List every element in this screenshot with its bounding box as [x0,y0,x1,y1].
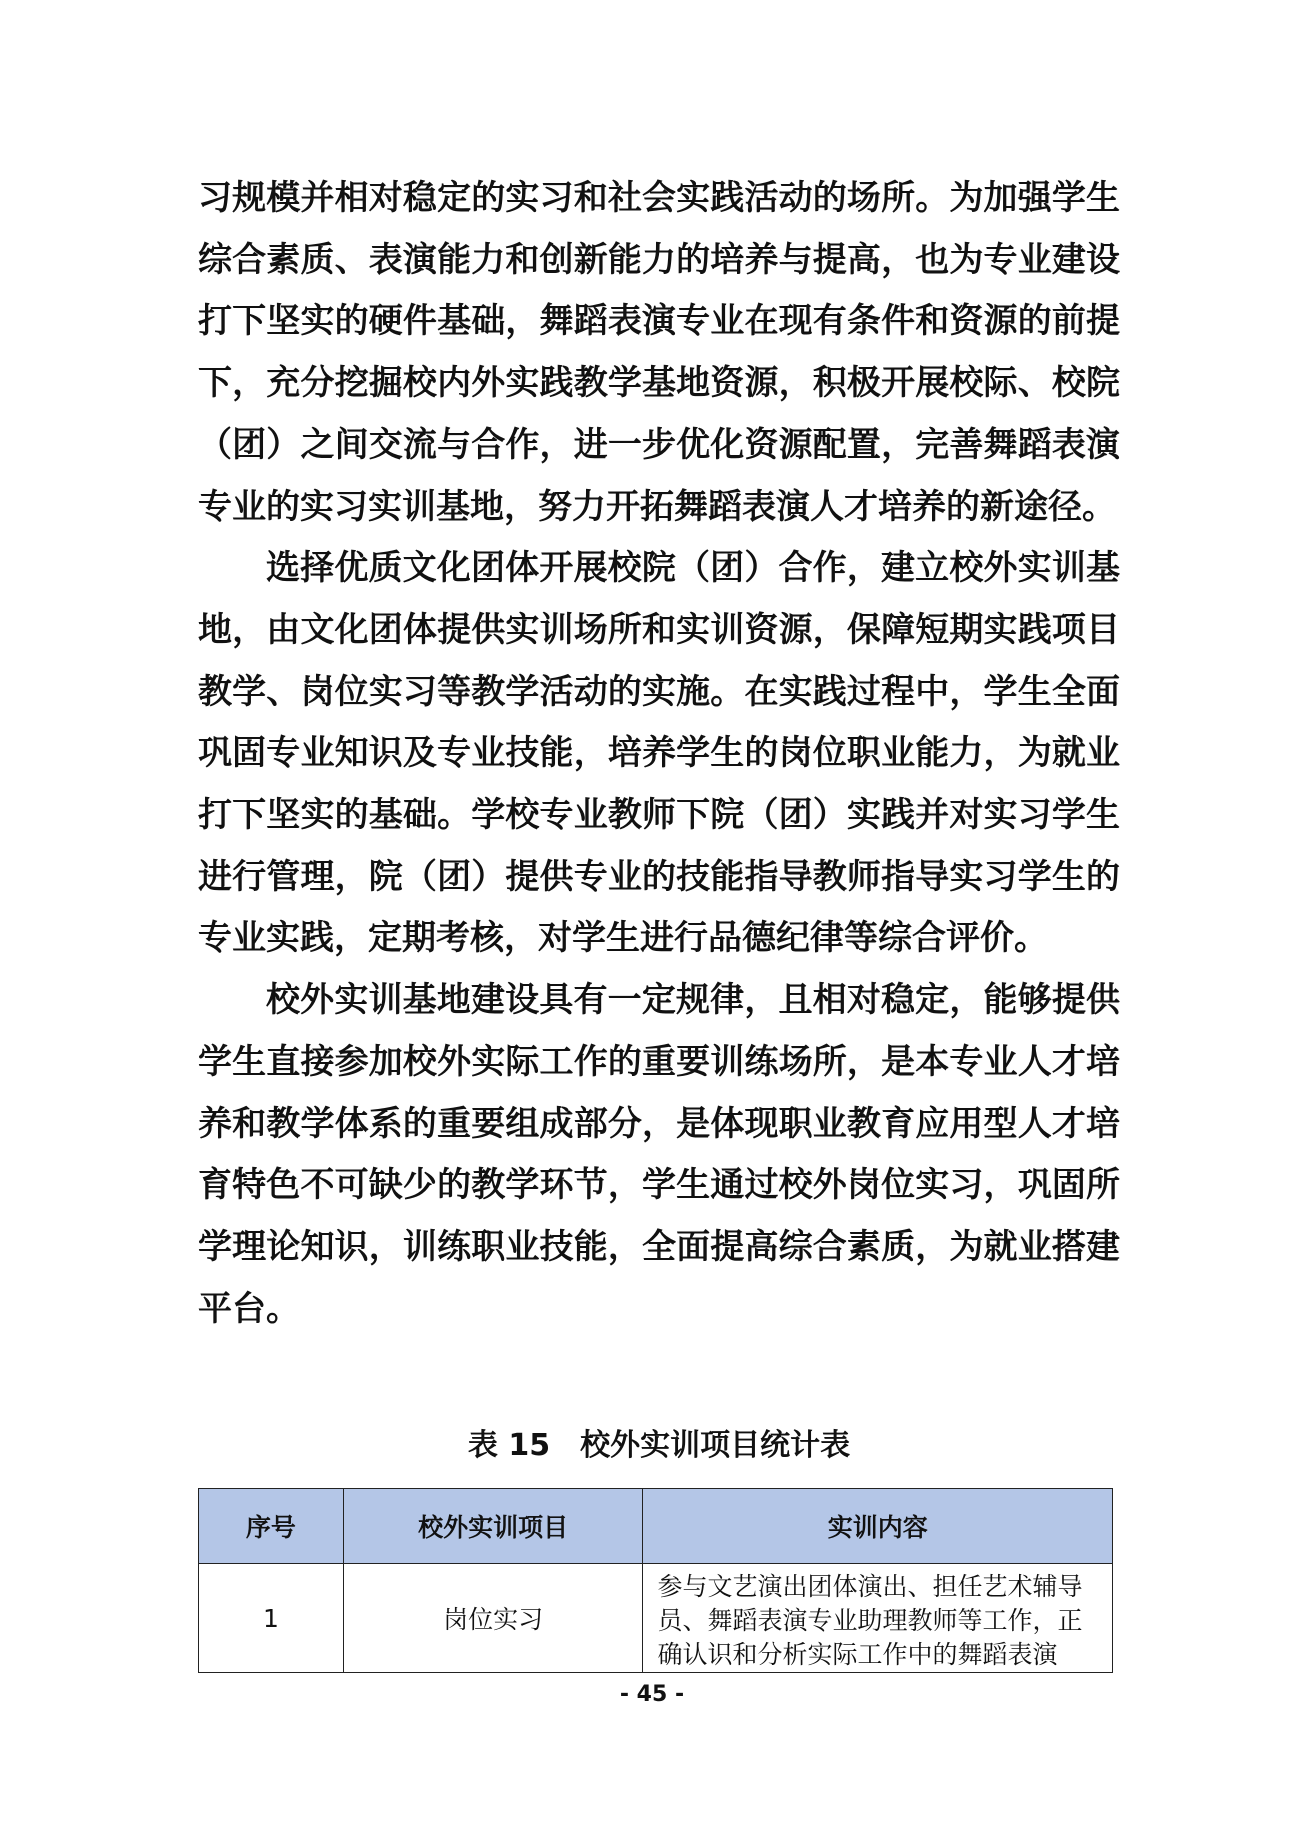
paragraph-1: 习规模并相对稳定的实习和社会实践活动的场所。为加强学生综合素质、表演能力和创新能力的培养与提高，也为专业建设打下坚实的硬件基础，舞蹈表演专业在现有条件和资源的前提下，充分挖掘校内外实践教学基地资源，积极开展校际、校院（团）之间交流与合作，进一步优化资源配置，完善舞蹈表演专业的实习实训基地，努力开拓舞蹈表演人才培养的新途径。 [198,178,1120,527]
body-text [198,168,1120,1340]
table-caption-number: 表 15 [467,1428,551,1463]
cell-content: 参与文艺演出团体演出、担任艺术辅导员、舞蹈表演专业助理教师等工作，正确认识和分析实际工作中的舞蹈表演 [643,1564,1113,1673]
paragraph-2: 选择优质文化团体开展校院（团）合作，建立校外实训基地，由文化团体提供实训场所和实训资源，保障短期实践项目教学、岗位实习等教学活动的实施。在实践过程中，学生全面巩固专业知识及专业技能，培养学生的岗位职业能力，为就业打下坚实的基础。学校专业教师下院（团）实践并对实习学生进行管理，院（团）提供专业的技能指导教师指导实习学生的专业实践，定期考核，对学生进行品德纪律等综合评价。 [198,548,1120,959]
training-projects-table [198,1488,1113,1673]
table-header-row [199,1489,1113,1564]
paragraph-3: 校外实训基地建设具有一定规律，且相对稳定，能够提供学生直接参加校外实际工作的重要训练场所，是本专业人才培养和教学体系的重要组成部分，是体现职业教育应用型人才培育特色不可缺少的教学环节，学生通过校外岗位实习，巩固所学理论知识，训练职业技能，全面提高综合素质，为就业搭建平台。 [198,980,1120,1329]
header-seq: 序号 [199,1489,344,1564]
table-caption [198,1420,1120,1464]
header-content: 实训内容 [643,1489,1113,1564]
cell-project: 岗位实习 [343,1564,643,1673]
cell-seq: 1 [199,1564,344,1673]
table-caption-title: 校外实训项目统计表 [580,1428,851,1463]
page-number: - 45 - [619,1682,685,1707]
header-project: 校外实训项目 [343,1489,643,1564]
table-row [199,1564,1113,1673]
